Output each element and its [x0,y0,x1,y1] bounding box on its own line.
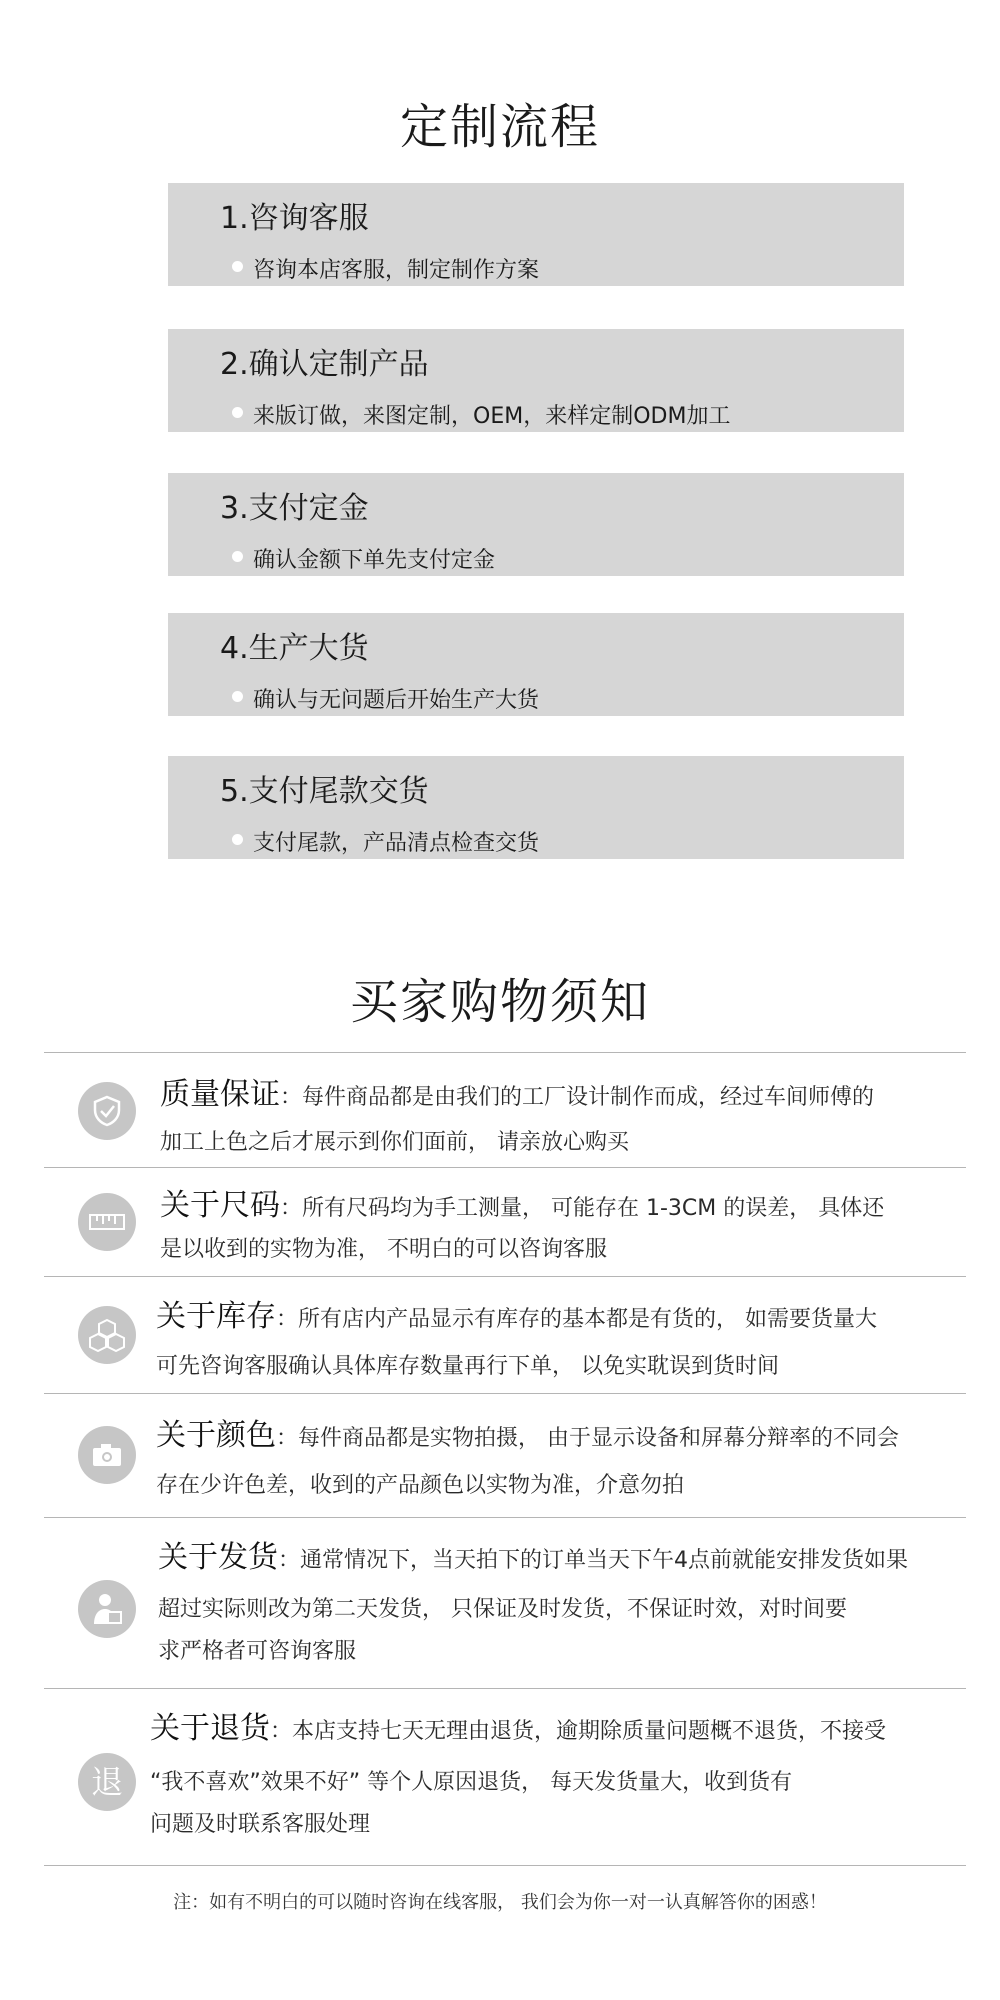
notice-text: ：通常情况下，当天拍下的订单当天下午4点前就能安排发货如果 [278,1548,908,1573]
notice-head: 关于退货 [150,1711,270,1746]
step-title: 3.支付定金 [220,491,369,526]
footnote: 注：如有不明白的可以随时咨询在线客服， 我们会为你一对一认真解答你的困惑！ [173,1892,827,1913]
step-desc: 确认与无问题后开始生产大货 [253,688,540,713]
notice-line [160,1069,874,1113]
notice-text: 加工上色之后才展示到你们面前， 请亲放心购买 [160,1130,629,1155]
camera-icon [78,1426,136,1484]
notice-item [44,1518,966,1688]
notice-text: ：所有尺码均为手工测量， 可能存在 1-3CM 的误差， 具体还 [280,1196,885,1221]
notice-head: 关于发货 [158,1540,278,1575]
notice-item [44,1277,966,1393]
notice-text: 问题及时联系客服处理 [150,1812,371,1837]
notice-line [150,1703,886,1747]
process-step [168,613,904,716]
notice-line [158,1532,908,1576]
step-desc: 咨询本店客服，制定制作方案 [253,258,540,283]
notice-title: 买家购物须知 [349,974,650,1030]
notice-text: 超过实际则改为第二天发货， 只保证及时发货，不保证时效，对时间要 [158,1597,847,1622]
notice-line [156,1291,877,1335]
delivery-person-icon [78,1580,136,1638]
step-desc-wrap [220,253,539,284]
step-title: 2.确认定制产品 [220,347,429,382]
process-step [168,473,904,576]
notice-item [44,1168,966,1276]
notice-text: ：所有店内产品显示有库存的基本都是有货的， 如需要货量大 [276,1307,877,1332]
step-desc-wrap [220,543,495,574]
notice-text: 求严格者可咨询客服 [158,1639,357,1664]
divider [44,1865,966,1866]
return-icon [78,1753,136,1811]
notice-text: 可先咨询客服确认具体库存数量再行下单， 以免实耽误到货时间 [156,1354,779,1379]
notice-line [160,1180,884,1224]
notice-item [44,1394,966,1517]
process-step [168,329,904,432]
notice-head: 关于颜色 [156,1418,276,1453]
notice-head: 关于库存 [156,1299,276,1334]
process-step [168,183,904,286]
notice-line [156,1410,899,1454]
ruler-icon [78,1193,136,1251]
notice-text: ：每件商品都是由我们的工厂设计制作而成，经过车间师傅的 [280,1085,875,1110]
step-desc: 支付尾款，产品清点检查交货 [253,831,540,856]
step-desc-wrap [220,399,730,430]
step-title: 4.生产大货 [220,631,369,666]
step-desc-wrap [220,683,539,714]
notice-head: 质量保证 [160,1077,280,1112]
step-desc: 确认金额下单先支付定金 [253,548,496,573]
step-desc-wrap [220,826,539,857]
notice-text: ：每件商品都是实物拍摄， 由于显示设备和屏幕分辩率的不同会 [276,1426,899,1451]
notice-text: “我不喜欢”效果不好” 等个人原因退货， 每天发货量大，收到货有 [150,1770,793,1795]
notice-item [44,1053,966,1167]
process-title: 定制流程 [399,99,600,155]
step-title: 1.咨询客服 [220,201,369,236]
step-title: 5.支付尾款交货 [220,774,429,809]
notice-text: 是以收到的实物为准， 不明白的可以咨询客服 [160,1237,607,1262]
notice-item [44,1689,966,1865]
boxes-icon [78,1306,136,1364]
notice-head: 关于尺码 [160,1188,280,1223]
shield-check-icon [78,1082,136,1140]
notice-text: ：本店支持七天无理由退货，逾期除质量问题概不退货，不接受 [270,1719,887,1744]
return-icon-glyph: 退 [90,1763,123,1801]
notice-text: 存在少许色差，收到的产品颜色以实物为准，介意勿拍 [156,1473,685,1498]
process-step [168,756,904,859]
step-desc: 来版订做，来图定制，OEM，来样定制ODM加工 [253,404,731,429]
